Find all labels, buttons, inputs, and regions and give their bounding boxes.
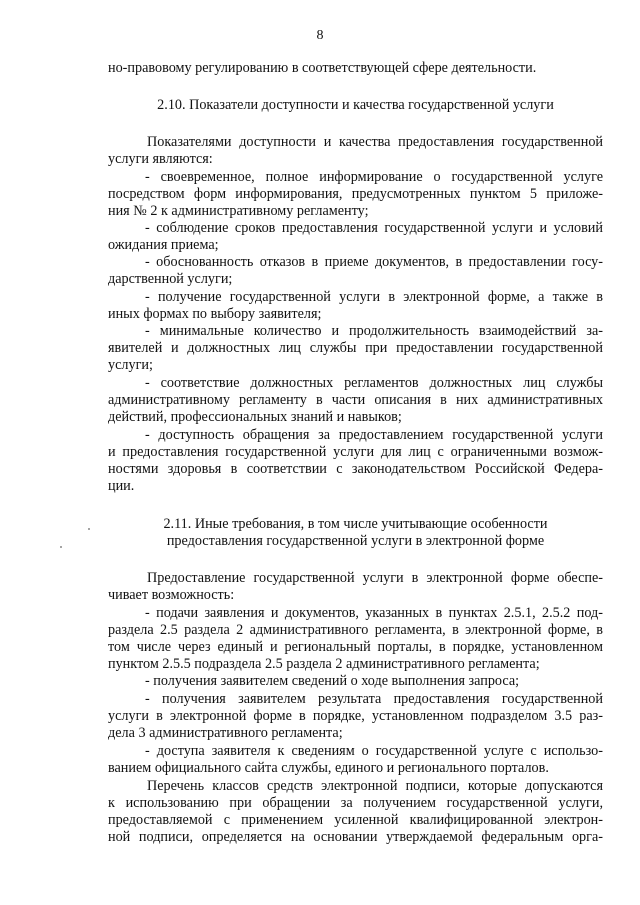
list-item-line: - доступа заявителя к сведениям о государственной услуге с использо- bbox=[145, 743, 603, 759]
list-item-line: - получения заявителем сведений о ходе выполнения запроса; bbox=[145, 673, 520, 689]
text-line: ностями здоровья в соответствии с законодательством Российской Федера- bbox=[108, 461, 603, 477]
text-line: и предоставления государственной услуги для лиц с ограниченными возмож- bbox=[108, 444, 603, 460]
list-item-line: - доступность обращения за предоставлением государственной услуги bbox=[145, 427, 603, 443]
text-line: предоставляемой с применением усиленной квалифицированной электрон- bbox=[108, 812, 603, 828]
list-item-line: - своевременное, полное информирование о государственной услуге bbox=[145, 169, 603, 185]
list-item-line: - обоснованность отказов в приеме документов, в предоставлении госу- bbox=[145, 254, 603, 270]
list-item-line: - получения заявителем результата предоставления государственной bbox=[145, 691, 603, 707]
text-line: чивает возможность: bbox=[108, 587, 235, 603]
text-line: явителей и должностных лиц службы при предоставлении государственной bbox=[108, 340, 603, 356]
text-line: ции. bbox=[108, 478, 135, 494]
text-line: услуги в электронной форме в порядке, установленном подразделом 3.5 раз- bbox=[108, 708, 603, 724]
text-line: посредством форм информирования, предусмотренных пунктом 5 приложе- bbox=[108, 186, 603, 202]
text-line: действий, профессиональных знаний и навыков; bbox=[108, 409, 402, 425]
section-heading-2-11-cont: предоставления государственной услуги в электронной форме bbox=[166, 533, 545, 549]
section-heading-2-10: 2.10. Показатели доступности и качества государственной услуги bbox=[157, 97, 554, 113]
text-line: Показателями доступности и качества предоставления государственной bbox=[147, 134, 603, 150]
list-item-line: - минимальные количество и продолжительность взаимодействий за- bbox=[145, 323, 603, 339]
list-item-line: - соответствие должностных регламентов должностных лиц службы bbox=[145, 375, 603, 391]
page-number: 8 bbox=[316, 28, 324, 43]
list-item-line: - получение государственной услуги в электронной форме, а также в bbox=[145, 289, 603, 305]
scan-speck bbox=[60, 546, 62, 548]
text-line: дарственной услуги; bbox=[108, 271, 233, 287]
text-line: иных формах по выбору заявителя; bbox=[108, 306, 322, 322]
text-line: раздела 2.5 раздела 2 административного регламента, в электронной форме, в bbox=[108, 622, 603, 638]
text-line: Перечень классов средств электронной подписи, которые допускаются bbox=[147, 778, 603, 794]
text-line: но-правовому регулированию в соответствующей сфере деятельности. bbox=[108, 60, 537, 76]
text-line: пунктом 2.5.5 подраздела 2.5 раздела 2 административного регламента; bbox=[108, 656, 540, 672]
text-line: ной подписи, определяется на основании утверждаемой федеральным орга- bbox=[108, 829, 603, 845]
text-line: ожидания приема; bbox=[108, 237, 219, 253]
scan-speck bbox=[88, 528, 90, 530]
text-line: услуги; bbox=[108, 357, 153, 373]
text-line: ния № 2 к административному регламенту; bbox=[108, 203, 369, 219]
text-line: Предоставление государственной услуги в электронной форме обеспе- bbox=[147, 570, 603, 586]
text-line: ванием официального сайта службы, единого и регионального порталов. bbox=[108, 760, 549, 776]
list-item-line: - соблюдение сроков предоставления государственной услуги и условий bbox=[145, 220, 603, 236]
text-line: административному регламенту в части описания в них административных bbox=[108, 392, 603, 408]
text-line: услуги являются: bbox=[108, 151, 213, 167]
list-item-line: - подачи заявления и документов, указанных в пунктах 2.5.1, 2.5.2 под- bbox=[145, 605, 603, 621]
section-heading-2-11: 2.11. Иные требования, в том числе учитывающие особенности bbox=[163, 516, 548, 532]
text-line: к использованию при обращении за получением государственной услуги, bbox=[108, 795, 603, 811]
text-line: дела 3 административного регламента; bbox=[108, 725, 343, 741]
text-line: том числе через единый и региональный порталы, в порядке, установленном bbox=[108, 639, 603, 655]
